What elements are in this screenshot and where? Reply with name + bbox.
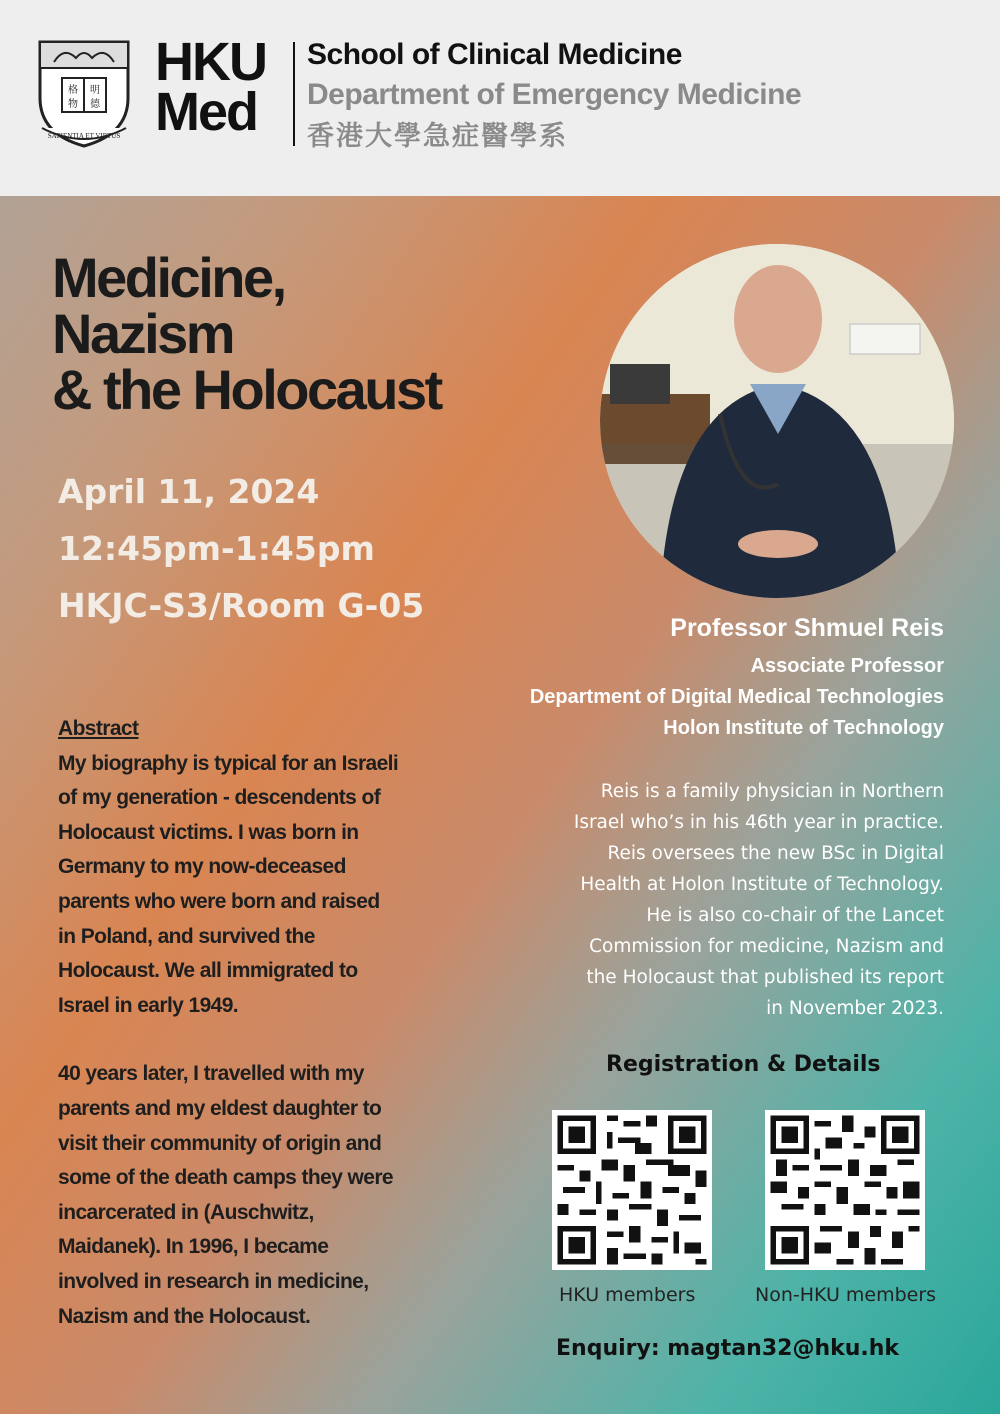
bio-line: Commission for medicine, Nazism and xyxy=(589,936,944,957)
abstract-line: some of the death camps they were xyxy=(58,1166,393,1190)
title-line-3: & the Holocaust xyxy=(52,358,441,421)
title-line-2: Nazism xyxy=(52,302,234,365)
registration-heading: Registration & Details xyxy=(606,1052,881,1077)
qr-code-icon xyxy=(552,1110,712,1270)
abstract-line: parents who were born and raised xyxy=(58,889,380,913)
abstract-line: Nazism and the Holocaust. xyxy=(58,1304,311,1328)
crest-char-1: 格 xyxy=(68,85,78,96)
abstract-line: Maidanek). In 1996, I became xyxy=(58,1235,329,1259)
speaker-position: Associate Professor xyxy=(750,655,944,677)
event-title xyxy=(52,246,441,421)
crest-char-2: 明 xyxy=(90,85,100,96)
abstract-line: Germany to my now-deceased xyxy=(58,855,346,879)
school-name: School of Clinical Medicine xyxy=(307,38,682,71)
abstract-line: Israel in early 1949. xyxy=(58,993,239,1017)
department-name: Department of Emergency Medicine xyxy=(307,78,802,111)
abstract-line: parents and my eldest daughter to xyxy=(58,1096,382,1120)
crest-char-4: 德 xyxy=(90,99,100,110)
bio-line: Health at Holon Institute of Technology. xyxy=(580,874,944,895)
abstract-heading: Abstract xyxy=(58,717,139,740)
qr-label-non-hku-members: Non-HKU members xyxy=(755,1284,937,1306)
paragraph-gap xyxy=(58,1023,478,1057)
crest-motto: SAPIENTIA ET VIRTUS xyxy=(47,132,121,140)
title-line-1: Medicine, xyxy=(52,246,285,309)
abstract-line: in Poland, and survived the xyxy=(58,924,315,948)
event-details xyxy=(58,472,424,643)
qr-code-hku-members[interactable] xyxy=(552,1110,712,1270)
bio-line: in November 2023. xyxy=(766,998,944,1019)
speaker-institution: Holon Institute of Technology xyxy=(663,717,944,739)
bio-line: Israel who’s in his 46th year in practice. xyxy=(573,812,944,833)
department-name-chinese: 香港大學急症醫學系 xyxy=(307,121,568,151)
abstract-section xyxy=(58,712,478,1334)
logo-divider xyxy=(293,42,295,146)
abstract-line: 40 years later, I travelled with my xyxy=(58,1062,364,1086)
enquiry-email[interactable]: Enquiry: magtan32@hku.hk xyxy=(556,1336,900,1361)
hku-crest-logo xyxy=(34,38,134,150)
abstract-line: visit their community of origin and xyxy=(58,1131,382,1155)
qr-label-hku-members: HKU members xyxy=(559,1284,696,1306)
qr-code-non-hku-members[interactable] xyxy=(765,1110,925,1270)
speaker-department: Department of Digital Medical Technologies xyxy=(529,686,944,708)
bio-line: Reis oversees the new BSc in Digital xyxy=(607,843,944,864)
abstract-line: of my generation - descendents of xyxy=(58,786,381,810)
crest-char-3: 物 xyxy=(68,99,78,110)
abstract-line: My biography is typical for an Israeli xyxy=(58,751,399,775)
bio-line: He is also co-chair of the Lancet xyxy=(646,905,944,926)
event-time: 12:45pm-1:45pm xyxy=(58,529,375,568)
abstract-line: Holocaust victims. I was born in xyxy=(58,820,359,844)
speaker-name: Professor Shmuel Reis xyxy=(670,614,944,642)
abstract-line: involved in research in medicine, xyxy=(58,1269,369,1293)
qr-code-icon xyxy=(765,1110,925,1270)
bio-line: the Holocaust that published its report xyxy=(586,967,944,988)
abstract-line: incarcerated in (Auschwitz, xyxy=(58,1200,314,1224)
speaker-info xyxy=(530,614,944,744)
hku-med-logo xyxy=(155,32,266,142)
logo-line-2: Med xyxy=(155,82,257,142)
speaker-photo xyxy=(600,244,954,598)
bio-line: Reis is a family physician in Northern xyxy=(600,781,944,802)
abstract-line: Holocaust. We all immigrated to xyxy=(58,959,358,983)
event-date: April 11, 2024 xyxy=(58,472,320,511)
logo-line-1: HKU xyxy=(155,32,266,92)
event-venue: HKJC-S3/Room G-05 xyxy=(58,586,425,625)
header-banner xyxy=(0,0,1000,196)
speaker-bio xyxy=(484,776,944,1024)
